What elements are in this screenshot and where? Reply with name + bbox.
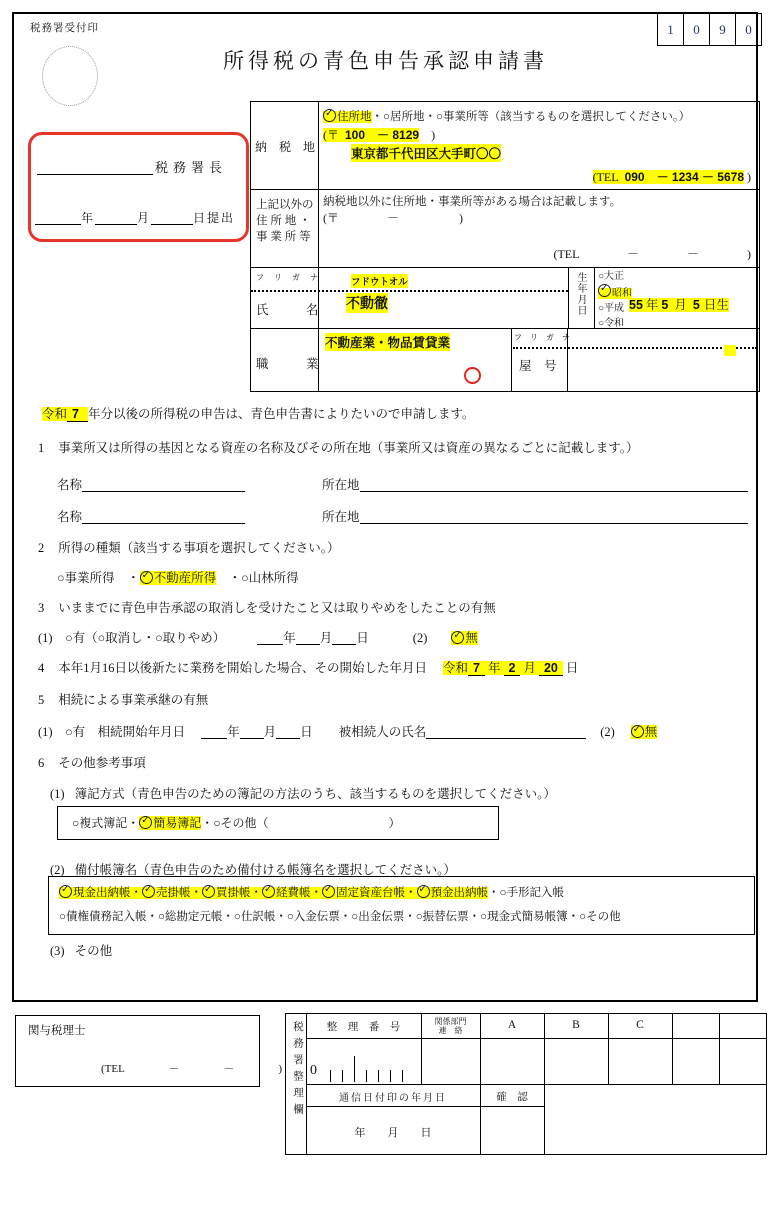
postmark-date-header: 通信日付印の年月日	[339, 1093, 447, 1104]
declaration-era: 令和	[42, 407, 68, 421]
page-title: 所得税の青色申告承認申請書	[223, 49, 548, 73]
era-option-taisho: ○大正	[598, 271, 625, 282]
year-blank	[201, 725, 227, 739]
other-address-note: 納税地以外に住所地・事業所等がある場合は記載します。	[323, 196, 622, 208]
office-name-blank	[37, 161, 153, 175]
other-address-label: 上記以外の 住 所 地 ・ 事 業 所 等	[256, 199, 314, 243]
asset-location-blank	[360, 510, 748, 524]
start-day-value: 20	[539, 661, 563, 676]
era-options	[598, 269, 632, 331]
revocation-yes-option: (1) ○有（○取消し・○取りやめ）	[38, 631, 226, 645]
annotation-highlight-square	[724, 345, 736, 356]
check-icon	[417, 885, 430, 898]
form-code-boxes	[657, 13, 762, 46]
other-postal-blank: (〒 － )	[323, 211, 463, 225]
name-label: 氏 名	[256, 303, 319, 317]
bookkeeping-double-entry: ○複式簿記	[72, 816, 128, 830]
check-icon	[451, 631, 464, 644]
declaration-line	[42, 404, 474, 422]
tax-advisor-box	[15, 1015, 283, 1087]
section-2-title: 2 所得の種類（該当する事項を選択してください。）	[38, 541, 340, 555]
section-5-title: 5 相続による事業承継の有無	[38, 693, 209, 707]
asset-name-label: 名称	[57, 510, 83, 524]
asset-location-label: 所在地	[322, 510, 360, 524]
submission-date-line	[35, 209, 235, 226]
section-1-row-1	[57, 475, 748, 493]
postal-prefix: (〒	[323, 128, 339, 142]
name-value: 不動徹	[346, 295, 388, 311]
month-blank	[296, 631, 320, 645]
section-3-title: 3 いままでに青色申告承認の取消しを受けたこと又は取りやめをしたことの有無	[38, 601, 496, 615]
other-tel-blank: (TEL － － )	[553, 247, 751, 261]
check-icon	[139, 816, 152, 829]
revocation-none-selected: ✓ 無	[451, 631, 478, 645]
bookkeeping-other: ○その他（ ）	[213, 816, 401, 830]
ledger-books-row-2: ○債権債務記入帳・○総勘定元帳・○仕訳帳・○入金伝票・○出金伝票・○振替伝票・○現金式簡易帳簿・○その他	[59, 911, 621, 923]
ledger-book-tegata: ○手形記入帳	[499, 887, 564, 899]
check-icon	[140, 571, 153, 584]
section-4-line: 4 本年1月16日以後新たに業務を開始した場合、その開始した年月日 令和 7 年 2 月 20 日	[38, 661, 579, 675]
seiri-number-value: 0	[310, 1063, 317, 1078]
confirmation-header: 確 認	[496, 1092, 528, 1103]
receipt-stamp-label: 税務署受付印	[30, 23, 99, 34]
asset-location-label: 所在地	[322, 478, 360, 492]
form-code-digit: 1	[657, 13, 684, 46]
era-option-showa-selected: ✓昭和	[598, 284, 632, 301]
day-blank	[332, 631, 356, 645]
submit-month-blank	[95, 211, 137, 225]
section-3-item: (1) ○有（○取消し・○取りやめ） 年 月 日 (2) ✓ 無	[38, 628, 478, 646]
check-icon	[598, 284, 611, 297]
postmark-date-blank: 年 月 日	[354, 1127, 432, 1139]
section-6-item-2-title: (2) 備付帳簿名（青色申告のため備付ける帳簿名を選択してください。）	[50, 863, 456, 877]
declaration-text: 年分以後の所得税の申告は、青色申告書によりたいので申請します。	[87, 407, 475, 421]
office-use-side-label: 税務署整理欄	[292, 1021, 303, 1120]
furigana-value: フドウトオル	[351, 274, 408, 288]
column-c-header: C	[636, 1019, 644, 1031]
yago-label: 屋 号	[519, 359, 557, 373]
birthdate-label: 生年月日	[575, 272, 586, 316]
check-icon	[323, 109, 336, 122]
inheritance-none-selected: ✓ 無	[631, 725, 658, 739]
tax-address-type-options	[323, 108, 690, 124]
check-icon	[59, 885, 72, 898]
postal-close: )	[419, 128, 436, 142]
column-b-header: B	[572, 1019, 580, 1031]
deceased-name-blank	[426, 725, 586, 739]
era-option-heisei: ○平成	[598, 302, 625, 314]
annotation-circle-red	[464, 367, 481, 384]
occupation-label: 職 業	[256, 357, 319, 371]
section-2-options: ○事業所得 ・ ✓ 不動産所得 ・○山林所得	[57, 568, 299, 586]
postal-value: 100 － 8129	[345, 128, 420, 142]
tax-address-label: 納 税 地	[255, 140, 316, 154]
business-start-date: 令和 7 年 2 月 20	[443, 661, 563, 675]
submit-month-label: 月	[137, 211, 152, 225]
check-icon	[322, 885, 335, 898]
tax-advisor-label: 関与税理士	[28, 1025, 86, 1037]
check-icon	[142, 885, 155, 898]
submit-day-blank	[151, 211, 193, 225]
asset-name-blank	[82, 478, 245, 492]
form-code-digit: 0	[684, 13, 710, 46]
furigana-label: フ リ ガ ナ	[256, 273, 322, 282]
taxpayer-info-table	[250, 101, 760, 392]
postal-code-line	[323, 126, 435, 143]
income-type-business: ○事業所得	[57, 571, 115, 585]
submit-year-label: 年	[81, 211, 96, 225]
month-blank	[240, 725, 264, 739]
check-icon	[631, 725, 644, 738]
yago-furigana-dotted-line	[513, 347, 757, 349]
furigana-separator-dotted-line	[251, 290, 568, 292]
start-month-value: 2	[504, 661, 521, 676]
tel-line	[593, 168, 751, 185]
day-blank	[276, 725, 300, 739]
section-6-title: 6 その他参考事項	[38, 756, 146, 770]
address-value: 東京都千代田区大手町〇〇	[351, 144, 501, 162]
submit-day-label: 日提出	[193, 211, 236, 225]
bookkeeping-method-box: ○複式簿記・ ✓ 簡易簿記・○その他（ ）	[57, 806, 499, 840]
deceased-name-label: 被相続人の氏名	[338, 725, 427, 739]
ledger-books-row-1: ✓現金出納帳・ ✓ 売掛帳・ ✓ 買掛帳・ ✓ 経費帳・ ✓ 固定資産台帳・ ✓ 預金出納帳・○手形記入帳	[59, 884, 564, 900]
birthdate-value: 55 年 5 月 5 日生	[629, 298, 729, 312]
section-6-item-3-title: (3) その他	[50, 944, 113, 958]
form-code-digit: 9	[710, 13, 736, 46]
tel-close: )	[744, 170, 751, 184]
submission-office-line	[37, 157, 227, 176]
residence-option-selected: ✓住所地	[323, 111, 372, 123]
inheritance-yes-option: (1) ○有 相続開始年月日	[38, 725, 186, 739]
bookkeeping-simple-selected: ✓ 簡易簿記	[139, 816, 201, 830]
year-blank	[257, 631, 283, 645]
tax-advisor-tel-blank: (TEL － － )	[101, 1063, 283, 1075]
asset-name-blank	[82, 510, 245, 524]
asset-location-blank	[360, 478, 748, 492]
seiri-number-tick-marks	[330, 1056, 403, 1082]
related-dept-header: 関係部門 連 絡	[434, 1017, 467, 1035]
check-icon	[262, 885, 275, 898]
income-type-realestate-selected: ✓ 不動産所得	[140, 571, 217, 585]
tel-prefix: (TEL	[592, 170, 619, 184]
tel-value: 090 － 1234 － 5678	[624, 170, 744, 184]
section-5-item: (1) ○有 相続開始年月日 年 月 日 被相続人の氏名 (2) ✓ 無	[38, 722, 657, 740]
section-1-title: 1 事業所又は所得の基因となる資産の名称及びその所在地（事業所又は資産の異なるごとに記載します。）	[38, 441, 639, 455]
ledger-books-box	[48, 876, 755, 935]
office-use-table	[285, 1013, 767, 1155]
era-option-reiwa: ○令和	[598, 317, 625, 329]
ledger-books-checked-group: ✓現金出納帳・ ✓ 売掛帳・ ✓ 買掛帳・ ✓ 経費帳・ ✓ 固定資産台帳・ ✓ 預金出納帳	[59, 887, 488, 899]
asset-name-label: 名称	[57, 478, 83, 492]
start-year-value: 7	[468, 661, 485, 676]
yago-furigana-label: フ リ ガ ナ	[514, 333, 573, 342]
section-6-item-1-title: (1) 簿記方式（青色申告のための簿記の方法のうち、該当するものを選択してください。）	[50, 787, 556, 801]
form-code-digit: 0	[736, 13, 762, 46]
submit-year-blank	[35, 211, 81, 225]
check-icon	[202, 885, 215, 898]
column-a-header: A	[507, 1019, 517, 1031]
residence-options-rest: ・○居所地・○事業所等（該当するものを選択してください。）	[371, 111, 691, 123]
office-label: 税務署長	[155, 160, 228, 175]
seiri-number-header: 整 理 番 号	[326, 1022, 401, 1033]
section-1-row-2	[57, 507, 748, 525]
submission-office-box	[28, 132, 249, 242]
declaration-year-value: 7	[67, 407, 88, 422]
income-type-forest: ○山林所得	[241, 571, 299, 585]
occupation-value: 不動産業・物品賃貸業	[325, 333, 450, 351]
